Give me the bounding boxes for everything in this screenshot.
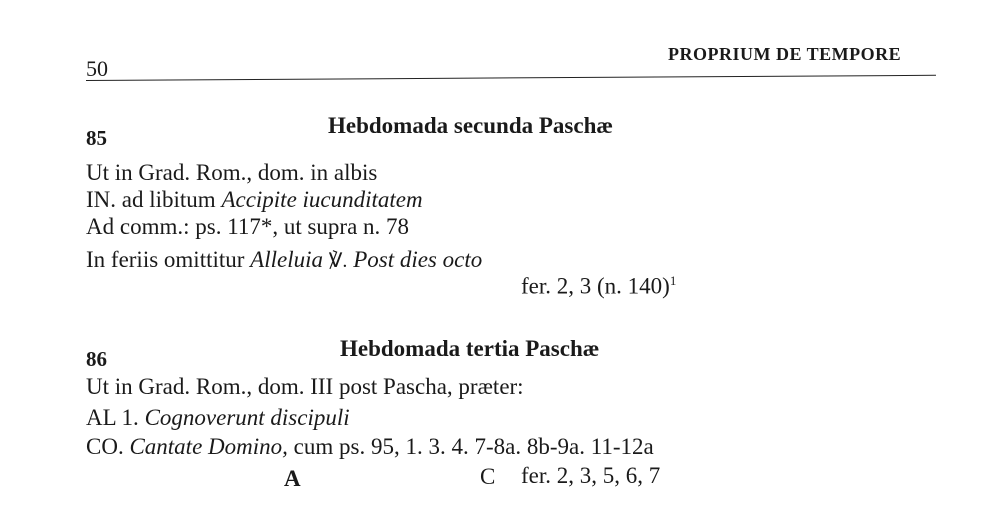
psalm-reference: cum ps. 95, 1. 3. 4. 7-8a. 8b-9a. 11-12a xyxy=(287,434,654,459)
section-86-number: 86 xyxy=(86,347,107,371)
section-85-line-2 xyxy=(86,187,423,213)
feria-reference: fer. 2, 3 (n. 140) xyxy=(521,273,670,299)
section-86-line-1: Ut in Grad. Rom., dom. III post Pascha, præter: xyxy=(86,374,524,399)
header-rule xyxy=(86,75,936,81)
alleluia-text: Alleluia xyxy=(250,247,323,272)
alleluia-title: Cognoverunt discipuli xyxy=(144,405,350,430)
section-86-title: Hebdomada tertia Paschæ xyxy=(340,336,600,361)
running-head: PROPRIUM DE TEMPORE xyxy=(668,44,902,64)
section-85-line-5 xyxy=(521,273,676,300)
section-85-number: 85 xyxy=(86,126,107,150)
communion-title: Cantate Domino, xyxy=(129,434,288,459)
incipit-label: IN. ad libitum xyxy=(86,187,222,212)
year-a-marker: A xyxy=(284,466,301,491)
section-85-title: Hebdomada secunda Paschæ xyxy=(328,113,613,138)
year-c-marker: C xyxy=(480,464,496,489)
section-86-feria-reference: fer. 2, 3, 5, 6, 7 xyxy=(521,463,661,488)
alleluia-label: AL 1. xyxy=(86,405,145,430)
verse-title: Post dies octo xyxy=(353,247,483,272)
incipit-title: Accipite iucunditatem xyxy=(221,187,423,212)
omission-label: In feriis omittitur xyxy=(86,247,251,272)
section-86-line-3 xyxy=(86,434,654,460)
section-85-line-1: Ut in Grad. Rom., dom. in albis xyxy=(86,160,378,185)
section-86-line-2 xyxy=(86,405,350,431)
section-85-line-4 xyxy=(86,247,482,273)
section-85-line-3: Ad comm.: ps. 117*, ut supra n. 78 xyxy=(86,214,410,239)
page-number: 50 xyxy=(86,56,108,81)
footnote-marker: 1 xyxy=(669,273,677,288)
communion-label: CO. xyxy=(86,434,130,459)
versicle-symbol: ℣. xyxy=(328,250,348,272)
